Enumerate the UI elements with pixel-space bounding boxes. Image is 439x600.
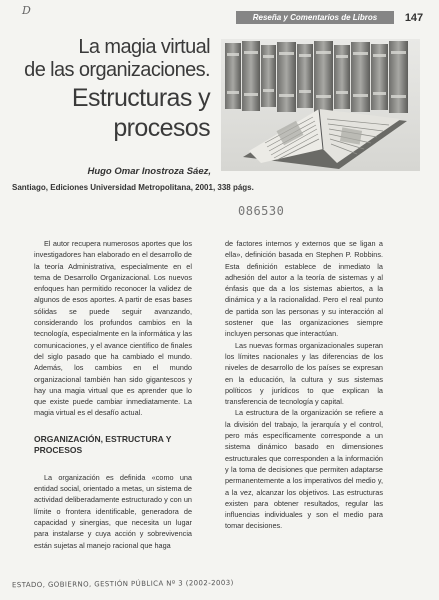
- paragraph: La estructura de la organización se refiere a la división del trabajo, la jerarquía y el control, pero más específicamente corresponde a un sistema dinámico basado en dimensiones estructurales que corresponden a la información y la toma de decisiones que permiten adaptarse permanentemente a los imperativos del medio y, a la vez, alcanzar los objetivos. Las estructuras existen para obtener resultados, regular las influencias individuales y son el medio para tomar decisiones.: [225, 408, 383, 531]
- book-title-line-1: La magia virtual: [78, 36, 210, 58]
- book-title-line-2: de las organizaciones.: [24, 59, 210, 81]
- paragraph: de factores internos y externos que se ligan a ella», definición basada en Stephen P. Robbins. Esta definición establece de inmediato la adhesión del autor a la teoría de sistemas y al énfasis que da a los sistemas abiertos, a la dinámica y a la racionalidad. Pero el real punto de partida son las personas y su interacción al sostener que las organizaciones siempre incluyen personas que interactúan.: [225, 239, 383, 339]
- section-heading: ORGANIZACIÓN, ESTRUCTURA Y PROCESOS: [34, 433, 172, 455]
- books-photo: [221, 39, 420, 171]
- books-photo-image: [221, 39, 420, 171]
- book-title-line-3: Estructuras y: [71, 84, 210, 112]
- margin-handwritten-mark: D: [22, 4, 31, 17]
- book-imprint: Santiago, Ediciones Universidad Metropolitana, 2001, 338 págs.: [12, 183, 254, 192]
- paragraph: El autor recupera numerosos aportes que los investigadores han elaborado en el desarrollo de la teoría Administrativa, especialmente en el tema de Desarrollo Organizacional. Los nuevos enfoques han permitido reconocer la validez de algunos de esos aportes. A partir de esas bases sólidas se puede seguir avanzando, considerando los profundos cambios en la tecnología, especialmente en la informática y las comunicaciones, y el avance científico de finales del siglo pasado que ha cambiado el mundo. Además, los cambios en el mundo organizacional también han sido gigantescos y hay una magia virtual que es aprender que lo que existe puede cambiar inmediatamente. La magia virtual es el desafío actual.: [34, 239, 192, 418]
- paragraph: Las nuevas formas organizacionales superan los límites nacionales y las diferencias de los niveles de desarrollo de los países se expresan en la educación, la cultura y sus sistemas políticos y jurídicos to que explican la transferencia de tecnología y capital.: [225, 340, 383, 407]
- text-column-left: [34, 238, 192, 551]
- book-title-line-4: procesos: [113, 114, 210, 142]
- inventory-stamp: 086530: [238, 204, 285, 218]
- handwritten-source-note: ESTADO, GOBIERNO, GESTIÓN PÚBLICA Nº 3 (2002-2003): [11, 578, 234, 590]
- book-title: [0, 36, 210, 143]
- section-header-label: Reseña y Comentarios de Libros: [252, 13, 378, 22]
- book-author: Hugo Omar Inostroza Sáez,: [87, 166, 211, 177]
- page-number: 147: [404, 11, 424, 24]
- text-column-right: [225, 238, 383, 532]
- paragraph: La organización es definida «como una entidad social, orientado a metas, un sistema de actividad deliberadamente estructurado y con un límite o frontera identificable, generadora de capacidad y sinergias, que necesita un lugar para instalarse y cuya acción y sobrevivencia están sujetas al manejo racional que haga: [34, 472, 192, 550]
- section-header-bar: [236, 11, 394, 24]
